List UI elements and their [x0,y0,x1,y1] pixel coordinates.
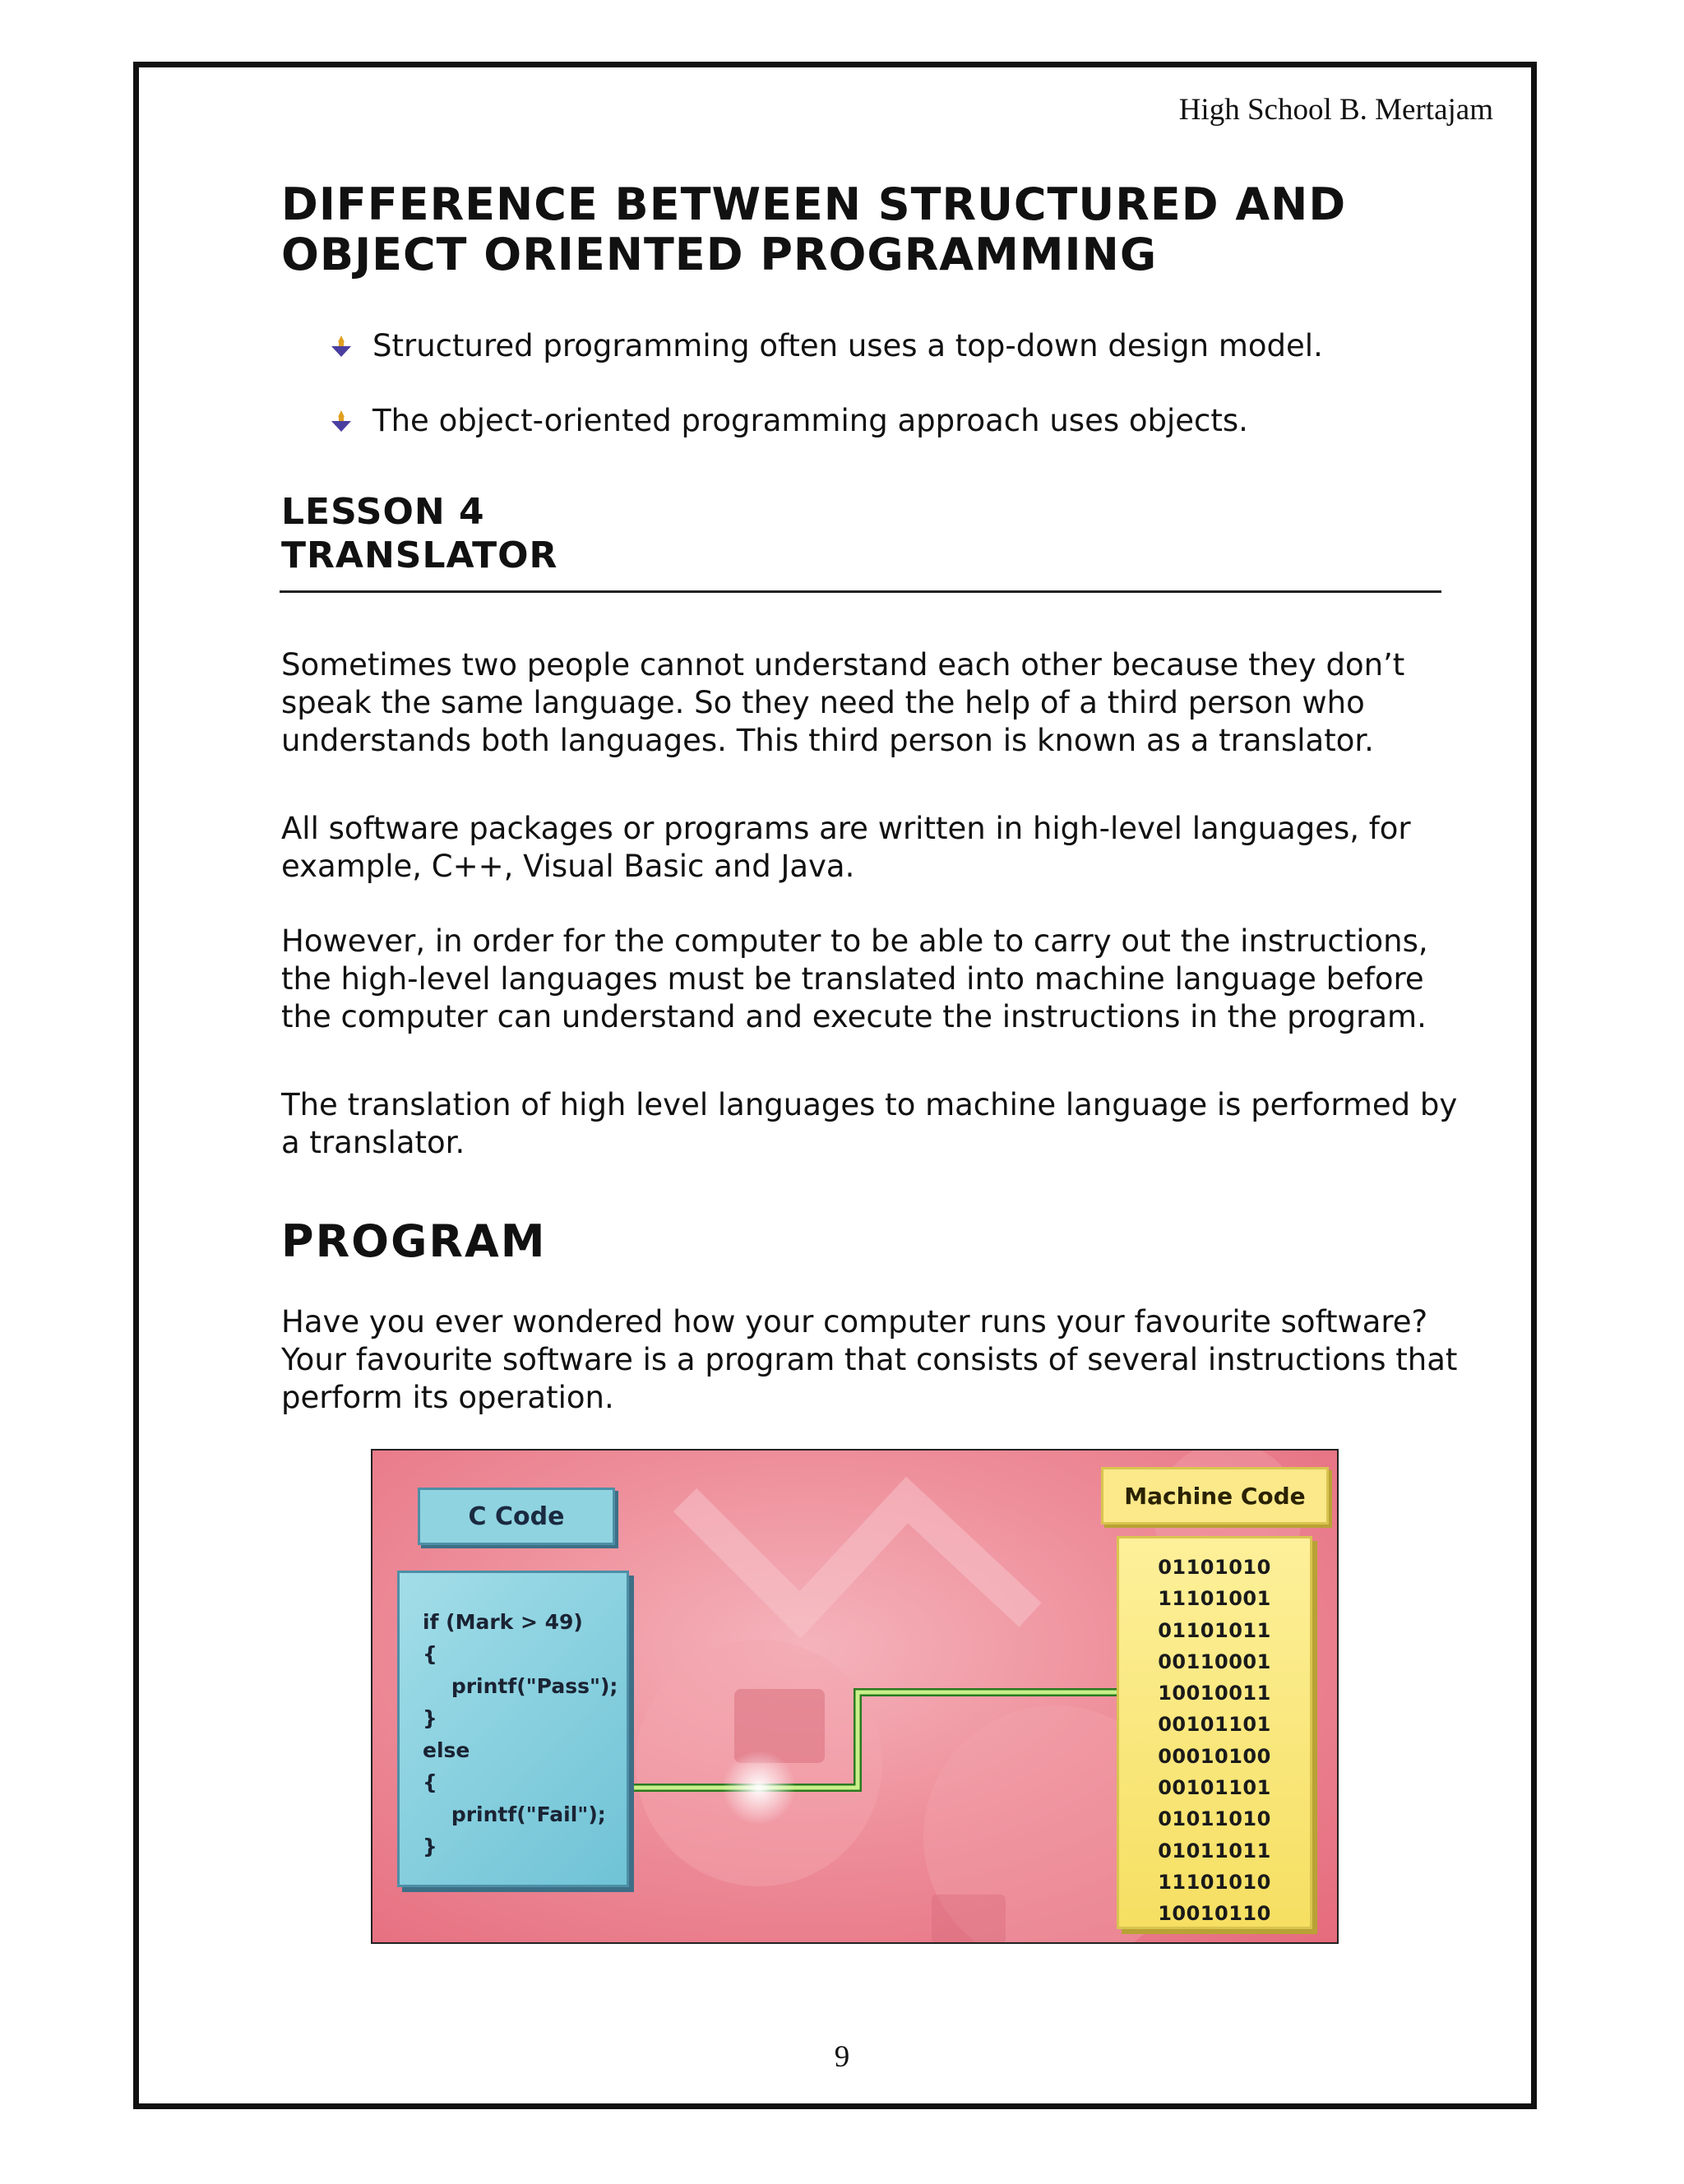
paragraph-high-level-languages: All software packages or programs are written in high-level languages, for example, C++, Visual Basic and Java. [281,811,1411,884]
machine-code-label: Machine Code [1101,1467,1329,1525]
section-title [281,179,1515,280]
binary-line: 00110001 [1158,1650,1271,1673]
paragraph-translation-need: However, in order for the computer to be able to carry out the instructions, the high-level languages must be translated into machine language before the computer can understand and execute the instructions in the program. [281,923,1428,1034]
binary-line: 01011010 [1158,1807,1271,1831]
comparison-bullet-list [329,327,1323,477]
machine-code-panel [1117,1536,1312,1929]
bullet-text: The object-oriented programming approach uses objects. [372,403,1248,438]
bullet-item-structured [329,327,1323,365]
code-line: } [423,1835,437,1858]
code-line: printf("Fail"); [423,1802,606,1826]
section-title-line2: OBJECT ORIENTED PROGRAMMING [281,229,1158,280]
paragraph-translation-performed: The translation of high level languages to machine language is performed by a translator. [281,1087,1458,1160]
binary-line: 10010011 [1158,1682,1271,1705]
translation-figure [371,1449,1339,1944]
section-title-line1: DIFFERENCE BETWEEN STRUCTURED AND [281,178,1347,230]
lesson-title: TRANSLATOR [281,534,558,576]
bullet-item-oop [329,402,1323,440]
c-code-label: C Code [418,1488,615,1545]
binary-line: 11101010 [1158,1870,1271,1894]
binary-line: 01101010 [1158,1556,1271,1579]
code-line: printf("Pass"); [423,1674,618,1698]
binary-line: 10010110 [1158,1902,1271,1926]
c-code-panel [397,1571,629,1887]
program-heading: PROGRAM [281,1215,547,1267]
binary-line: 00101101 [1158,1713,1271,1737]
code-line: else [423,1738,470,1762]
binary-line: 00101101 [1158,1776,1271,1800]
school-header: High School B. Mertajam [1178,93,1493,127]
lesson-divider [280,590,1441,593]
paragraph-translator-intro: Sometimes two people cannot understand each other because they don’t speak the same language. So they need the help of a third person who understands both languages. This third person is known as a translator. [281,647,1405,758]
binary-line: 01011011 [1158,1839,1271,1862]
bullet-text: Structured programming often uses a top-down design model. [372,328,1323,363]
bullet-arrow-icon [329,409,354,433]
code-line: { [423,1770,437,1794]
binary-line: 01101011 [1158,1618,1271,1642]
binary-line: 00010100 [1158,1744,1271,1768]
lesson-number: LESSON 4 [281,491,485,533]
bullet-arrow-icon [329,334,354,359]
code-line: } [423,1706,437,1730]
binary-line: 11101001 [1158,1587,1271,1611]
lesson-heading [281,490,557,577]
page-number: 9 [834,2040,850,2074]
code-line: { [423,1642,437,1666]
paragraph-program: Have you ever wondered how your computer runs your favourite software? Your favourite software is a program that consists of several instructions that perform its operation. [281,1304,1458,1415]
code-line: if (Mark > 49) [423,1610,583,1634]
